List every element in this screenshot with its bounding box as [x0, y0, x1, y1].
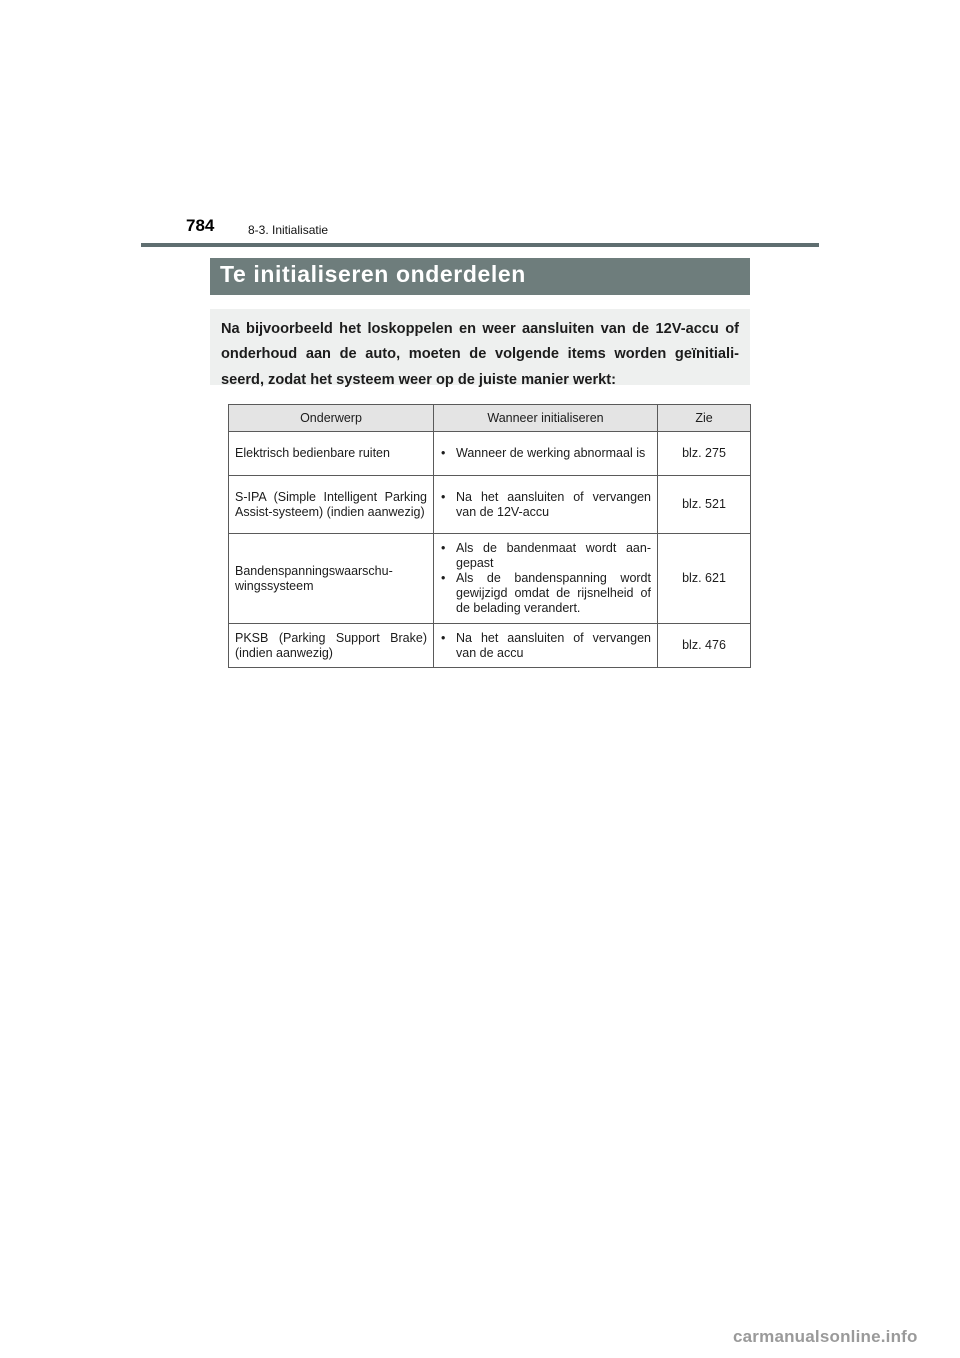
table-header-row: [229, 405, 751, 432]
when-cell: [434, 476, 658, 534]
page-reference: blz. 521: [658, 476, 751, 534]
subject-cell: PKSB (Parking Support Brake) (indien aanwezig): [229, 624, 434, 668]
subject-cell: Elektrisch bedienbare ruiten: [229, 432, 434, 476]
breadcrumb: 8-3. Initialisatie: [248, 223, 329, 237]
bullet-item: • Na het aansluiten of vervangen van de 12V-accu: [440, 490, 651, 520]
column-header-reference: Zie: [658, 405, 751, 432]
bullet-list: [440, 490, 651, 520]
when-cell: [434, 624, 658, 668]
header-divider: [141, 243, 819, 247]
bullet-item: • Wanneer de werking abnormaal is: [440, 446, 651, 461]
table-row: [229, 624, 751, 668]
table-row: [229, 476, 751, 534]
page-reference: blz. 621: [658, 534, 751, 624]
page-number: 784: [186, 216, 215, 235]
bullet-item: • Na het aansluiten of vervangen van de accu: [440, 631, 651, 661]
subject-cell: Bandenspanningswaarschu-wingssysteem: [229, 534, 434, 624]
column-header-when: Wanneer initialiseren: [434, 405, 658, 432]
when-cell: [434, 432, 658, 476]
page-reference: blz. 476: [658, 624, 751, 668]
table-row: [229, 534, 751, 624]
bullet-item: • Als de bandenmaat wordt aan-gepast: [440, 541, 651, 571]
bullet-list: [440, 446, 651, 461]
page-reference: blz. 275: [658, 432, 751, 476]
subject-cell: S-IPA (Simple Intelligent Parking Assist-systeem) (indien aanwezig): [229, 476, 434, 534]
column-header-subject: Onderwerp: [229, 405, 434, 432]
bullet-list: [440, 541, 651, 616]
bullet-list: [440, 631, 651, 661]
section-title: Te initialiseren onderdelen: [210, 258, 750, 295]
initialization-table: [228, 404, 751, 668]
when-cell: [434, 534, 658, 624]
intro-text: Na bijvoorbeeld het loskoppelen en weer aansluiten van de 12V-accu of onderhoud aan de auto, moeten de volgende items worden geïnitiali-seerd, zodat het systeem weer op de juiste manier werkt:: [210, 309, 750, 385]
watermark: carmanualsonline.info: [733, 1327, 918, 1346]
bullet-item: • Als de bandenspanning wordt gewijzigd omdat de rijsnelheid of de belading verandert.: [440, 571, 651, 616]
table-row: [229, 432, 751, 476]
